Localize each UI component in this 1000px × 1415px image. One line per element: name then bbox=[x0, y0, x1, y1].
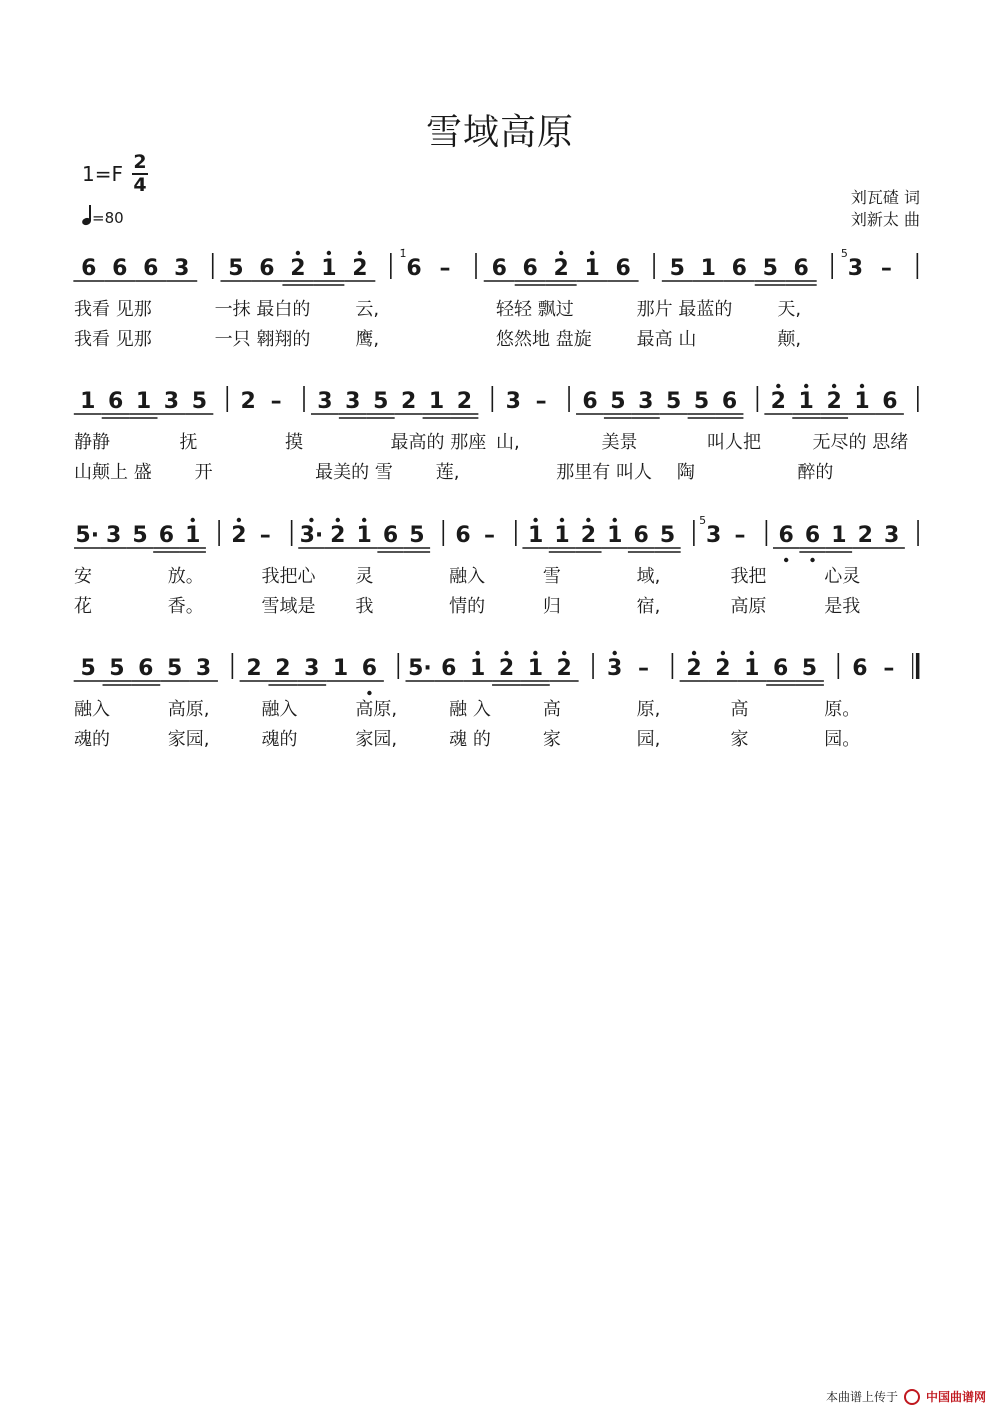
note-2-10: 2 bbox=[330, 523, 346, 548]
note-0-15: 6 bbox=[522, 256, 538, 281]
lyric-text: 高 bbox=[730, 699, 749, 720]
low-octave-dot bbox=[810, 558, 814, 562]
high-octave-dot bbox=[562, 651, 566, 655]
footer bbox=[826, 1388, 986, 1406]
note-1-16: 3 bbox=[505, 389, 521, 414]
lyric-text: 魂的 bbox=[74, 729, 110, 750]
note-1-11: 5 bbox=[373, 389, 389, 414]
dash-extension: – bbox=[439, 256, 451, 281]
note-1-0: 1 bbox=[80, 389, 96, 414]
lyric-text: 家园, bbox=[355, 729, 398, 750]
high-octave-dot bbox=[750, 651, 754, 655]
high-octave-dot bbox=[612, 651, 616, 655]
grace-note: 5 bbox=[699, 514, 707, 527]
note-3-2: 6 bbox=[138, 656, 154, 681]
note-1-4: 5 bbox=[191, 389, 208, 414]
note-2-18: 1 bbox=[527, 523, 544, 548]
key-signature: 1=F bbox=[82, 162, 123, 186]
note-1-29: 1 bbox=[854, 389, 870, 414]
note-0-22: 6 bbox=[731, 256, 747, 281]
high-octave-dot bbox=[191, 518, 195, 522]
lyric-text: 最高 山 bbox=[636, 329, 697, 350]
note-3-8: 3 bbox=[304, 656, 320, 681]
note-3-1: 5 bbox=[109, 656, 125, 681]
lyric-text: 放。 bbox=[167, 566, 204, 587]
lyric-text: 融入 bbox=[449, 566, 486, 587]
lyric-text: 雪域是 bbox=[261, 596, 316, 617]
note-2-19: 1 bbox=[554, 523, 570, 548]
note-3-6: 2 bbox=[246, 656, 262, 681]
lyric-text: 开 bbox=[194, 462, 213, 483]
note-2-11: 1 bbox=[356, 523, 372, 548]
lyric-text: 家 bbox=[542, 729, 561, 750]
lyric-text: 那里有 叫人 bbox=[556, 462, 653, 483]
note-3-17: 2 bbox=[556, 656, 572, 681]
note-3-24: 1 bbox=[744, 656, 760, 681]
note-3-22: 2 bbox=[686, 656, 702, 681]
note-0-1: 6 bbox=[112, 256, 128, 281]
note-3-14: 1 bbox=[469, 656, 486, 681]
lyric-text: 融 入 bbox=[449, 699, 491, 720]
note-3-9: 1 bbox=[332, 656, 349, 681]
note-0-26: 3 bbox=[847, 256, 864, 281]
note-1-21: 3 bbox=[638, 389, 654, 414]
note-2-21: 1 bbox=[607, 523, 623, 548]
high-octave-dot bbox=[533, 518, 537, 522]
lyric-text: 悠然地 盘旋 bbox=[496, 329, 592, 350]
note-2-4: 1 bbox=[185, 523, 201, 548]
lyric-text: 高原, bbox=[355, 699, 398, 720]
note-3-4: 3 bbox=[195, 656, 212, 681]
dash-extension: – bbox=[883, 656, 895, 681]
note-2-3: 6 bbox=[158, 523, 175, 548]
dash-extension: – bbox=[734, 523, 746, 548]
high-octave-dot bbox=[586, 518, 590, 522]
note-1-28: 2 bbox=[826, 389, 842, 414]
lyric-text: 我把 bbox=[730, 566, 767, 587]
note-0-9: 2 bbox=[352, 256, 368, 281]
lyric-text: 美景 bbox=[601, 432, 638, 453]
high-octave-dot bbox=[804, 384, 808, 388]
note-1-22: 5 bbox=[666, 389, 682, 414]
note-1-30: 6 bbox=[882, 389, 898, 414]
site-logo-icon bbox=[904, 1389, 920, 1405]
lyric-text: 我 bbox=[355, 596, 374, 617]
lyric-text: 那片 最蓝的 bbox=[636, 299, 733, 320]
note-3-15: 2 bbox=[498, 656, 515, 681]
time-denominator: 4 bbox=[133, 174, 147, 196]
lyric-text: 高 bbox=[542, 699, 561, 720]
lyric-text: 山, bbox=[496, 432, 520, 453]
note-1-2: 1 bbox=[135, 389, 152, 414]
high-octave-dot bbox=[692, 651, 696, 655]
lyric-text: 山颠上 盛 bbox=[74, 462, 152, 483]
high-octave-dot bbox=[475, 651, 479, 655]
footer-site-name: 中国曲谱网 bbox=[925, 1389, 986, 1404]
high-octave-dot bbox=[832, 384, 836, 388]
note-0-24: 6 bbox=[793, 256, 809, 281]
lyric-text: 陶 bbox=[676, 462, 695, 483]
lyric-text: 雪 bbox=[542, 566, 561, 587]
note-2-23: 5 bbox=[659, 523, 676, 548]
lyric-text: 天, bbox=[777, 299, 802, 320]
tempo-value: =80 bbox=[92, 209, 124, 227]
lyric-text: 原, bbox=[636, 699, 661, 720]
high-octave-dot bbox=[860, 384, 864, 388]
note-0-11: 6 bbox=[406, 256, 422, 281]
note-2-31: 2 bbox=[857, 523, 873, 548]
lyric-text: 安 bbox=[74, 566, 92, 587]
lyric-text: 我看 见那 bbox=[74, 299, 152, 320]
lyric-text: 叫人把 bbox=[707, 432, 761, 453]
note-2-20: 2 bbox=[580, 523, 597, 548]
note-0-18: 6 bbox=[615, 256, 631, 281]
note-2-6: 2 bbox=[231, 523, 247, 548]
lyric-text: 花 bbox=[74, 596, 92, 617]
lyric-text: 家 bbox=[730, 729, 749, 750]
note-0-8: 1 bbox=[321, 256, 337, 281]
note-0-6: 6 bbox=[259, 256, 275, 281]
note-2-22: 6 bbox=[633, 523, 649, 548]
note-2-25: 3 bbox=[705, 523, 722, 548]
lyric-text: 我把心 bbox=[261, 566, 316, 587]
lyric-text: 灵 bbox=[355, 566, 374, 587]
note-3-25: 6 bbox=[772, 656, 789, 681]
note-1-19: 6 bbox=[582, 389, 598, 414]
note-2-2: 5 bbox=[132, 523, 148, 548]
lyric-text: 香。 bbox=[167, 596, 204, 617]
lyric-text: 抚 bbox=[179, 432, 198, 453]
lyric-text: 醉的 bbox=[797, 462, 834, 483]
note-0-3: 3 bbox=[174, 256, 190, 281]
dash-extension: – bbox=[270, 389, 282, 414]
time-numerator: 2 bbox=[133, 151, 147, 173]
lyric-text: 我看 见那 bbox=[74, 329, 152, 350]
lyric-text: 无尽的 思绪 bbox=[812, 432, 909, 453]
note-1-24: 6 bbox=[721, 389, 738, 414]
lyric-text: 宿, bbox=[636, 596, 661, 617]
note-2-32: 3 bbox=[884, 523, 900, 548]
composer-credit: 刘新太 曲 bbox=[850, 210, 920, 229]
note-3-16: 1 bbox=[527, 656, 544, 681]
dash-extension: – bbox=[880, 256, 892, 281]
lyric-text: 园, bbox=[636, 729, 661, 750]
note-0-17: 1 bbox=[584, 256, 600, 281]
high-octave-dot bbox=[296, 251, 300, 255]
note-2-13: 5 bbox=[409, 523, 425, 548]
note-0-21: 1 bbox=[700, 256, 716, 281]
note-2-15: 6 bbox=[455, 523, 471, 548]
note-1-26: 2 bbox=[770, 389, 786, 414]
lyric-text: 静静 bbox=[74, 432, 110, 453]
high-octave-dot bbox=[559, 251, 563, 255]
footer-upload-text: 本曲谱上传于 bbox=[825, 1389, 898, 1404]
note-3-28: 6 bbox=[852, 656, 868, 681]
high-octave-dot bbox=[776, 384, 780, 388]
note-2-0: 5· bbox=[75, 523, 100, 548]
high-octave-dot bbox=[362, 518, 366, 522]
note-1-14: 2 bbox=[456, 389, 473, 414]
lyric-text: 鹰, bbox=[355, 329, 380, 350]
high-octave-dot bbox=[613, 518, 617, 522]
high-octave-dot bbox=[358, 251, 362, 255]
dash-extension: – bbox=[483, 523, 495, 548]
lyric-text: 轻轻 飘过 bbox=[496, 299, 574, 320]
note-2-30: 1 bbox=[831, 523, 847, 548]
high-octave-dot bbox=[721, 651, 725, 655]
lyric-text: 云, bbox=[355, 299, 380, 320]
high-octave-dot bbox=[327, 251, 331, 255]
note-0-20: 5 bbox=[669, 256, 685, 281]
note-2-1: 3 bbox=[105, 523, 122, 548]
note-1-23: 5 bbox=[693, 389, 710, 414]
lyric-text: 家园, bbox=[167, 729, 210, 750]
lyric-text: 一只 翱翔的 bbox=[214, 329, 311, 350]
note-3-19: 3 bbox=[607, 656, 623, 681]
note-2-12: 6 bbox=[382, 523, 399, 548]
note-0-0: 6 bbox=[81, 256, 97, 281]
lyric-text: 情的 bbox=[449, 596, 486, 617]
note-1-27: 1 bbox=[798, 389, 814, 414]
high-octave-dot bbox=[504, 651, 508, 655]
lyric-text: 魂 的 bbox=[449, 729, 491, 750]
note-3-0: 5 bbox=[80, 656, 96, 681]
high-octave-dot bbox=[309, 518, 313, 522]
lyric-text: 最美的 雪 bbox=[315, 462, 393, 483]
note-3-10: 6 bbox=[361, 656, 378, 681]
high-octave-dot bbox=[590, 251, 594, 255]
note-0-5: 5 bbox=[228, 256, 244, 281]
note-2-29: 6 bbox=[804, 523, 821, 548]
note-3-13: 6 bbox=[441, 656, 457, 681]
note-1-1: 6 bbox=[108, 389, 124, 414]
note-1-10: 3 bbox=[345, 389, 361, 414]
note-1-20: 5 bbox=[610, 389, 626, 414]
note-0-16: 2 bbox=[553, 256, 569, 281]
lyric-text: 域, bbox=[636, 566, 661, 587]
high-octave-dot bbox=[336, 518, 340, 522]
lyric-text: 融入 bbox=[261, 699, 298, 720]
note-1-13: 1 bbox=[428, 389, 445, 414]
note-0-23: 5 bbox=[762, 256, 778, 281]
note-0-7: 2 bbox=[290, 256, 306, 281]
lyric-text: 一抹 最白的 bbox=[214, 299, 311, 320]
note-0-14: 6 bbox=[491, 256, 507, 281]
note-0-2: 6 bbox=[143, 256, 159, 281]
note-1-12: 2 bbox=[400, 389, 417, 414]
lyric-text: 融入 bbox=[74, 699, 110, 720]
lyric-text: 是我 bbox=[824, 596, 861, 617]
lyric-text: 归 bbox=[542, 596, 561, 617]
note-3-26: 5 bbox=[801, 656, 818, 681]
grace-note: 1̇ bbox=[399, 247, 407, 260]
note-3-23: 2 bbox=[715, 656, 731, 681]
lyric-text: 心灵 bbox=[824, 566, 861, 587]
note-1-3: 3 bbox=[163, 389, 180, 414]
lyric-text: 原。 bbox=[824, 699, 861, 720]
song-title: 雪域高原 bbox=[425, 112, 574, 153]
note-2-28: 6 bbox=[778, 523, 794, 548]
note-2-9: 3· bbox=[299, 523, 324, 548]
note-1-6: 2 bbox=[240, 389, 256, 414]
dash-extension: – bbox=[638, 656, 650, 681]
lyric-text: 高原 bbox=[730, 596, 767, 617]
note-3-7: 2 bbox=[275, 656, 291, 681]
low-octave-dot bbox=[784, 558, 788, 562]
dash-extension: – bbox=[259, 523, 271, 548]
lyric-text: 最高的 那座 bbox=[390, 432, 487, 453]
high-octave-dot bbox=[560, 518, 564, 522]
high-octave-dot bbox=[533, 651, 537, 655]
lyric-text: 园。 bbox=[824, 729, 861, 750]
lyric-text: 莲, bbox=[435, 462, 460, 483]
note-1-9: 3 bbox=[317, 389, 333, 414]
note-3-3: 5 bbox=[167, 656, 183, 681]
high-octave-dot bbox=[237, 518, 241, 522]
lyric-text: 颠, bbox=[777, 329, 802, 350]
lyric-text: 魂的 bbox=[261, 729, 298, 750]
lyricist-credit: 刘瓦碴 词 bbox=[850, 188, 920, 207]
lyric-text: 摸 bbox=[285, 432, 303, 453]
note-3-12: 5· bbox=[408, 656, 432, 681]
dash-extension: – bbox=[535, 389, 547, 414]
lyric-text: 高原, bbox=[167, 699, 210, 720]
grace-note: 5 bbox=[840, 247, 848, 260]
